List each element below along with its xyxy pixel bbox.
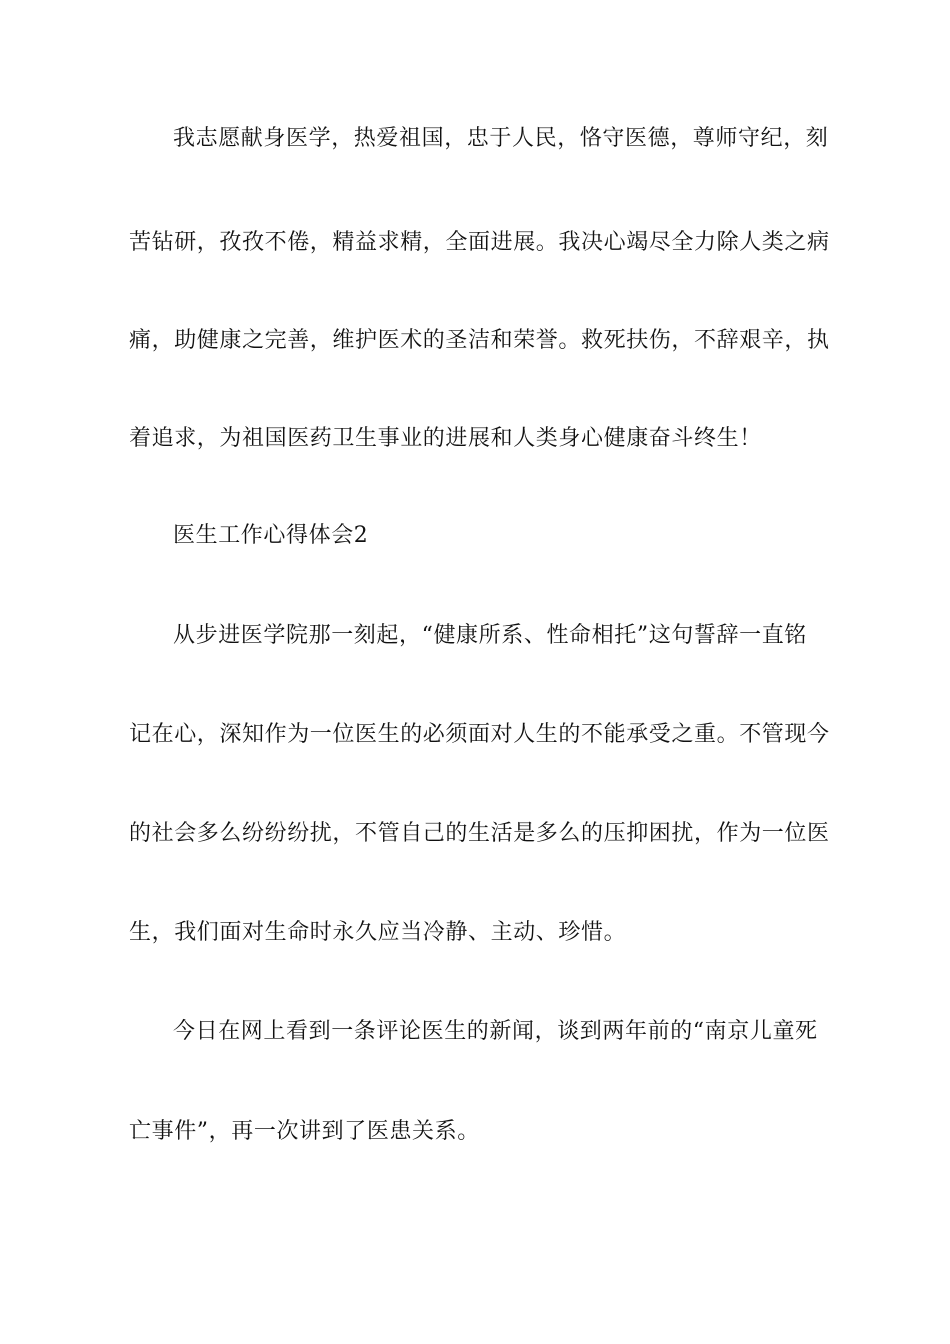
- paragraph-3-line-1: 今日在网上看到一条评论医生的新闻，谈到两年前的“南京儿童死: [173, 1019, 818, 1044]
- paragraph-2-line-2: 记在心，深知作为一位医生的必须面对人生的不能承受之重。不管现今: [129, 722, 830, 747]
- paragraph-1-line-3: 痛，助健康之完善，维护医术的圣洁和荣誉。救死扶伤，不辞艰辛，执: [129, 328, 830, 353]
- paragraph-2-line-4: 生，我们面对生命时永久应当冷静、主动、珍惜。: [129, 920, 627, 945]
- paragraph-1-line-4: 着追求，为祖国医药卫生事业的进展和人类身心健康奋斗终生！: [129, 426, 762, 451]
- paragraph-2-line-3: 的社会多么纷纷纷扰，不管自己的生活是多么的压抑困扰，作为一位医: [129, 821, 830, 846]
- paragraph-1-line-1: 我志愿献身医学，热爱祖国，忠于人民，恪守医德，尊师守纪，刻: [173, 126, 829, 151]
- section-heading: 医生工作心得体会2: [173, 523, 369, 548]
- paragraph-3-line-2: 亡事件”，再一次讲到了医患关系。: [129, 1119, 480, 1144]
- paragraph-2-line-1: 从步进医学院那一刻起，“健康所系、性命相托”这句誓辞一直铭: [173, 623, 807, 648]
- paragraph-1-line-2: 苦钻研，孜孜不倦，精益求精，全面进展。我决心竭尽全力除人类之病: [129, 230, 830, 255]
